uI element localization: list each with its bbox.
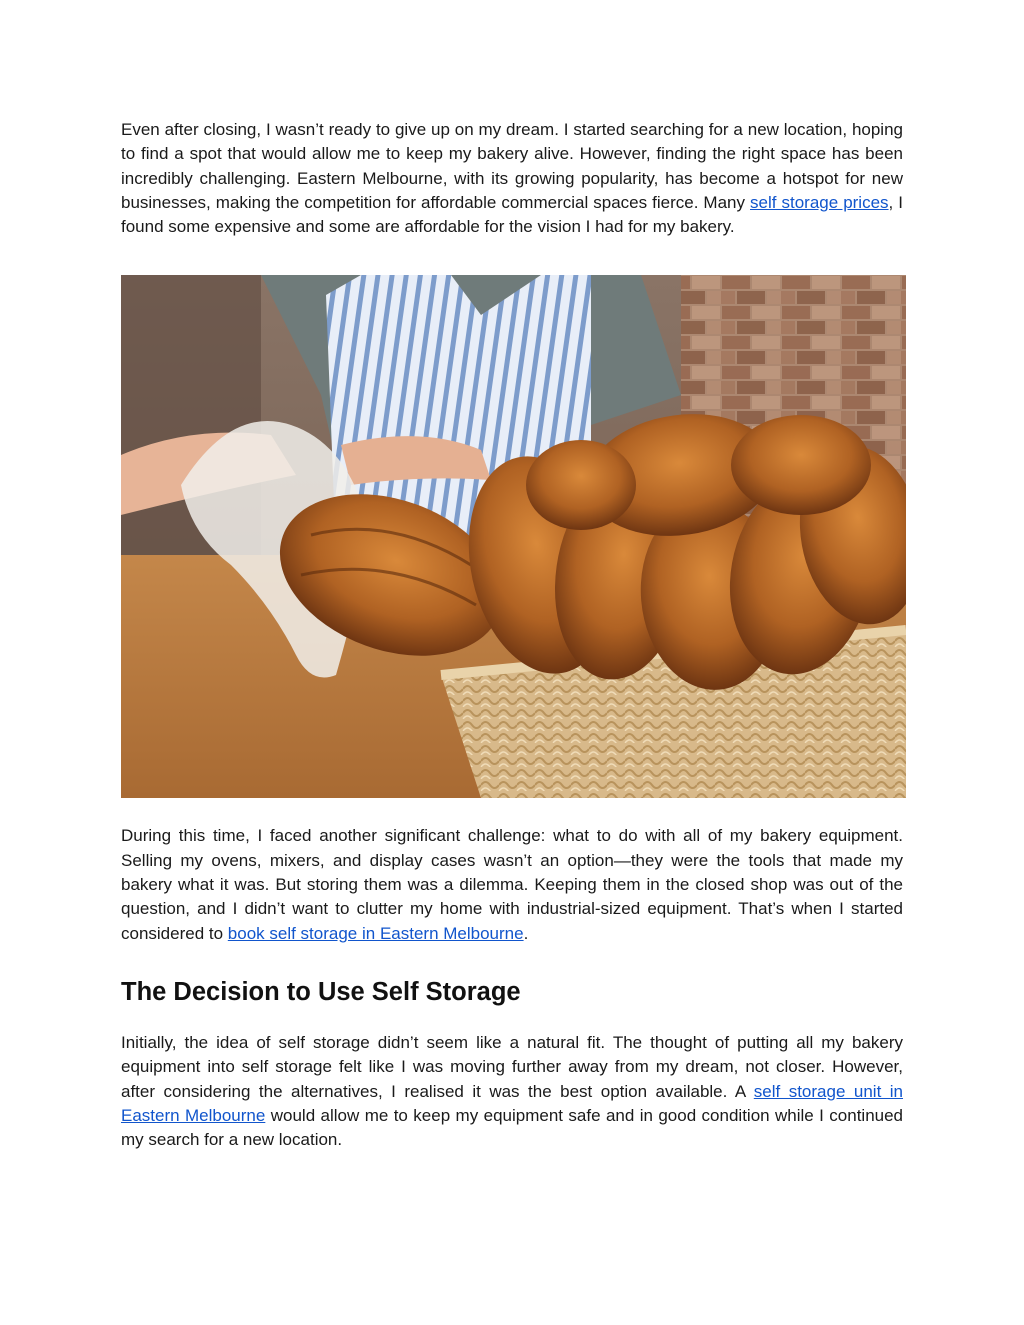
paragraph-bakery-equipment (121, 824, 903, 945)
self-storage-unit-link[interactable]: self storage unit in Eastern Melbourne (121, 1081, 904, 1125)
document-page (121, 118, 903, 1152)
paragraph-decision (121, 1031, 903, 1152)
paragraph-text: , I found some expensive and some are affordable for the vision I had for my bakery. (121, 192, 904, 237)
paragraph-text: During this time, I faced another significant challenge: what to do with all of my bakery equipment. Selling my ovens, mixers, and display cases wasn’t an option—they were the tools that made my bakery what it was. But storing them was a dilemma. Keeping them in the closed shop was out of the question, and I didn’t want to clutter my home with industrial-sized equipment. That’s when I started considered to (121, 826, 903, 943)
paragraph-text: would allow me to keep my equipment safe and in good condition while I continued my search for a new location. (121, 1105, 904, 1150)
bakery-croissant-photo (121, 275, 906, 798)
book-self-storage-link[interactable]: book self storage in Eastern Melbourne (227, 923, 524, 943)
paragraph-text: Even after closing, I wasn’t ready to give up on my dream. I started searching for a new location, hoping to find a spot that would allow me to keep my bakery alive. However, finding the right space has been incredibly challenging. Eastern Melbourne, with its growing popularity, has become a hotspot for new businesses, making the competition for affordable commercial spaces fierce. Many (121, 120, 903, 212)
photo-illustration (121, 275, 906, 798)
paragraph-text: Initially, the idea of self storage didn’t seem like a natural fit. The thought of putting all my bakery equipment into self storage felt like I was moving further away from my dream, not closer. However, after considering the alternatives, I realised it was the best option available. A (121, 1032, 903, 1101)
paragraph-new-location (121, 118, 903, 239)
paragraph-text: . (523, 923, 529, 943)
section-heading: The Decision to Use Self Storage (121, 977, 521, 1006)
self-storage-prices-link[interactable]: self storage prices (750, 192, 889, 212)
